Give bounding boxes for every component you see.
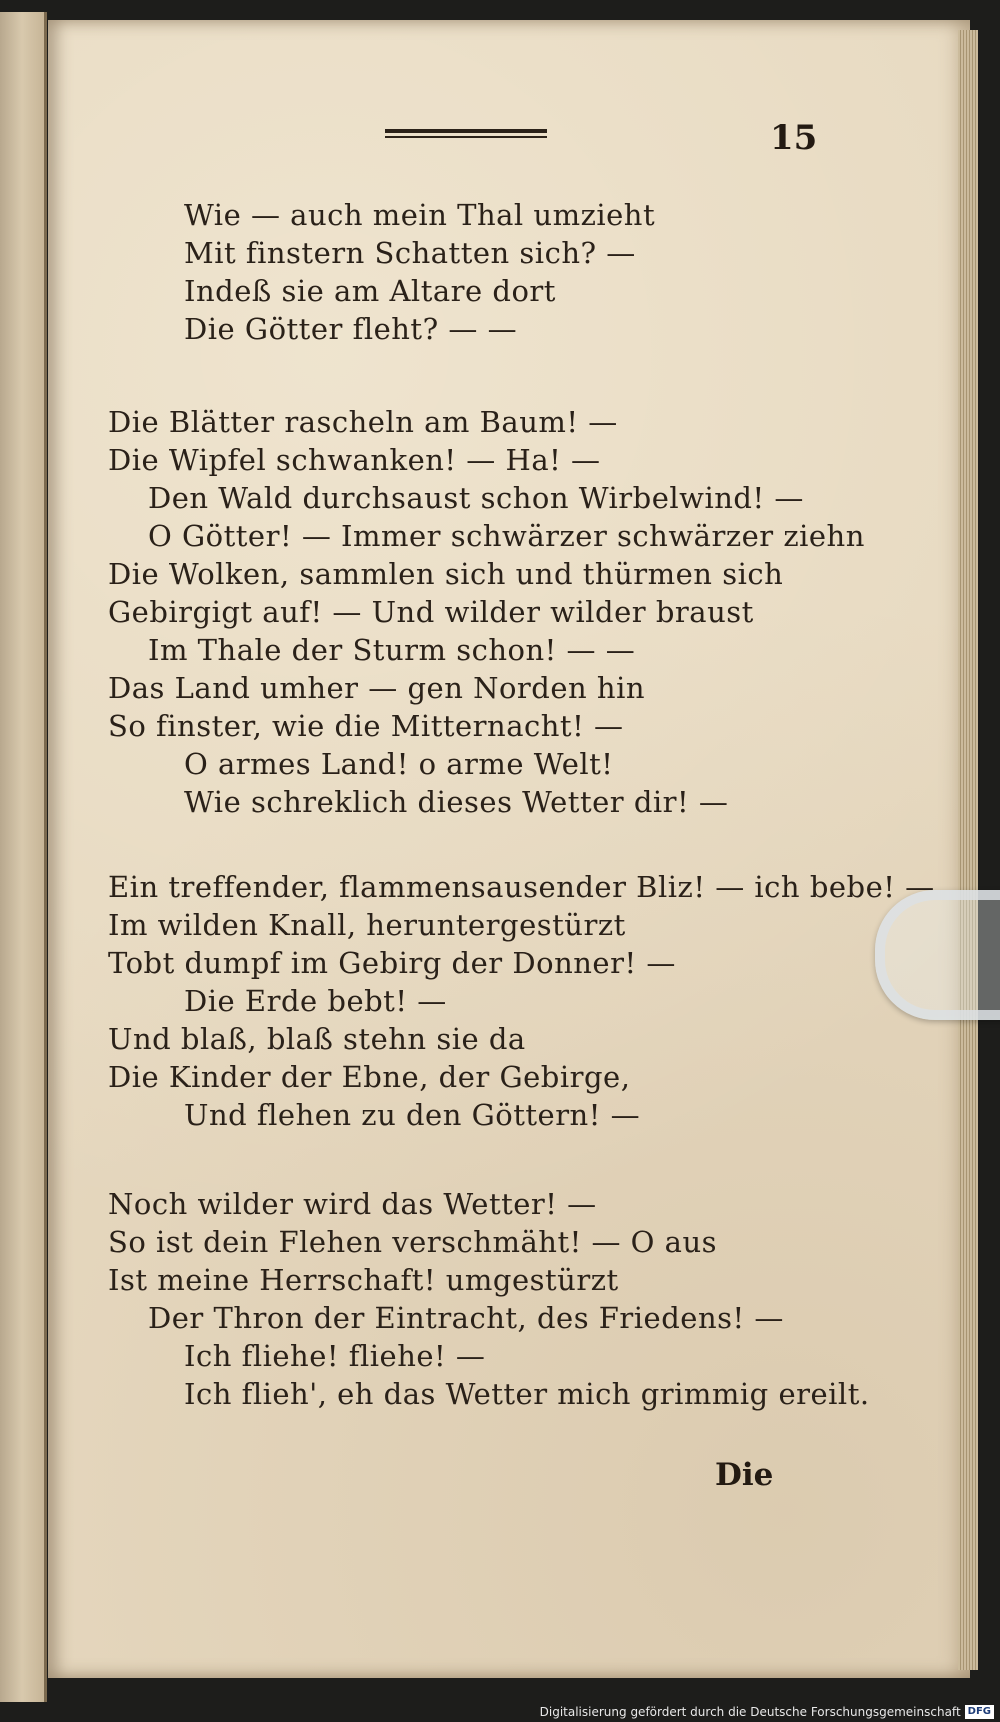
verse-line: Im wilden Knall, heruntergestürzt bbox=[108, 908, 626, 942]
verse-line: Die Wipfel schwanken! — Ha! — bbox=[108, 443, 601, 477]
verse-line: Ich fliehe! fliehe! — bbox=[184, 1339, 486, 1373]
catchword: Die bbox=[715, 1457, 774, 1493]
verse-line: Und flehen zu den Göttern! — bbox=[184, 1098, 641, 1132]
page-number: 15 bbox=[770, 118, 818, 158]
verse-line: Und blaß, blaß stehn sie da bbox=[108, 1022, 526, 1056]
verse-line: So finster, wie die Mitternacht! — bbox=[108, 709, 624, 743]
verse-line: O armes Land! o arme Welt! bbox=[184, 747, 614, 781]
verse-line: Noch wilder wird das Wetter! — bbox=[108, 1187, 597, 1221]
verse-line: Ein treffender, flammensausender Bliz! — ich bebe! — bbox=[108, 870, 935, 904]
verse-line: Mit finstern Schatten sich? — bbox=[184, 236, 636, 270]
paper-clip bbox=[875, 890, 1000, 1020]
digitization-footer bbox=[540, 1702, 994, 1722]
verse-line: Den Wald durchsaust schon Wirbelwind! — bbox=[148, 481, 804, 515]
verse-line: Die Erde bebt! — bbox=[184, 984, 447, 1018]
verse-line: Tobt dumpf im Gebirg der Donner! — bbox=[108, 946, 676, 980]
verse-line: So ist dein Flehen verschmäht! — O aus bbox=[108, 1225, 718, 1259]
footer-credit: Digitalisierung gefördert durch die Deutsche Forschungsgemeinschaft bbox=[539, 1705, 961, 1719]
verse-line: Ist meine Herrschaft! umgestürzt bbox=[108, 1263, 619, 1297]
verse-line: Die Wolken, sammlen sich und thürmen sich bbox=[108, 557, 784, 591]
verse-line: Ich flieh', eh das Wetter mich grimmig ereilt. bbox=[184, 1377, 870, 1411]
verse-line: Der Thron der Eintracht, des Friedens! — bbox=[148, 1301, 784, 1335]
verse-line: Im Thale der Sturm schon! — — bbox=[148, 633, 636, 667]
verse-line: Gebirgigt auf! — Und wilder wilder braust bbox=[108, 595, 754, 629]
verse-line: Wie — auch mein Thal umzieht bbox=[184, 198, 656, 232]
verse-line: O Götter! — Immer schwärzer schwärzer ziehn bbox=[148, 519, 865, 553]
verse-line: Wie schreklich dieses Wetter dir! — bbox=[184, 785, 729, 819]
verse-line: Die Blätter rascheln am Baum! — bbox=[108, 405, 618, 439]
verse-line: Indeß sie am Altare dort bbox=[184, 274, 556, 308]
verse-line: Das Land umher — gen Norden hin bbox=[108, 671, 646, 705]
dfg-logo: DFG bbox=[965, 1705, 994, 1719]
verse-line: Die Kinder der Ebne, der Gebirge, bbox=[108, 1060, 631, 1094]
verse-line: Die Götter fleht? — — bbox=[184, 312, 518, 346]
